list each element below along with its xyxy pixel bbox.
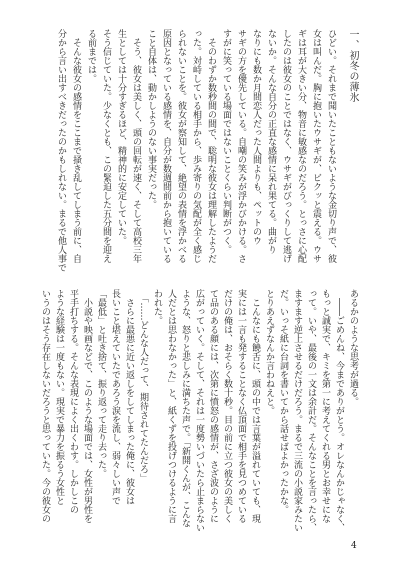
upper-text-block [53, 29, 360, 272]
text-column: て品のある顔には、次第に憤怒の感情が、さざ波のように [208, 289, 218, 523]
text-column: そんな彼女の感情をここまで掻き乱してしまう前に、自 [71, 29, 81, 263]
text-column: ギは耳が大きい分、物音に敏感なのだろう。とっさに心配 [296, 29, 306, 263]
text-column: る前までは。 [86, 29, 96, 83]
text-column: 実には一言も発することなく仏頂面で相手を見つめている [236, 289, 246, 523]
text-column: そう信じていた。少なくとも、この緊迫した五分間を迎え [101, 29, 111, 263]
text-column: 小説や映画などで、このような場面では、女性が男性を [82, 289, 92, 523]
text-column: サギの方を優先している。自嘲の笑みが浮かびかける。さ [236, 29, 246, 263]
text-column: もっと誠実で、キミを第一に考えてくれる男とお幸せにな [320, 289, 330, 523]
text-column: なりにも数か月間恋人だった人間よりも、ペットのウ [251, 29, 261, 245]
text-column: 生としては十分すぎるほど、精神的に安定していた。 [116, 29, 126, 245]
text-column: 「……どんな人だって、期待されてたんだろ」 [138, 289, 148, 483]
text-column: 広がっていく。そして、それは一度勢いづいたら止まらない [194, 289, 204, 532]
text-column: ――ごめんね、今までありがとう。オレなんかじゃなく、 [334, 289, 344, 532]
text-column: われた。 [152, 289, 162, 325]
text-column: 原因となっている感情を、自分が数週間前から抱いている [161, 29, 171, 263]
text-column: って。いや、最後の一文は余計だ。そんなことを言ったら、 [306, 289, 316, 532]
text-column: ような経験は一度もない。現実で暴力を振るう女性と [54, 289, 64, 505]
text-column: だけの俺は、おそらく数十秒。目の前に立つ彼女の美しく [222, 289, 232, 523]
text-column: そのわずか数秒間の間で、聡明な彼女は理解したようだ [206, 29, 216, 263]
text-column: こんなにも饒舌に、頭の中では言葉が溢れていても、現 [250, 289, 260, 523]
lower-text-block [38, 289, 360, 532]
text-column: 分から言い出すべきだったのかもしれない。まるで他人事で [56, 29, 66, 272]
page-number: 4 [351, 541, 357, 551]
text-column: 平手打ちする。そんな表現によく出くわす。しかしこの [68, 289, 78, 514]
text-column: したのは彼女のことではなく、ウサギがびっくりして逃げ [281, 29, 291, 263]
text-column: ような、怒りと悲しみに満ちた声で。「新開くんが、こんな [180, 289, 190, 528]
text-column: さらに最悪に近い返しをしてしまった俺に、彼女は [124, 289, 134, 505]
text-column: ないか。そんな自分の正直な感情に呆れ果てる。曲がり [266, 29, 276, 254]
text-column: った。対峙している相手から、歩み寄りの気配が全く感じ [191, 29, 201, 263]
text-column: とりあえずなんか言わねえと。 [264, 289, 274, 415]
text-column: 「最低」と吐き捨て、振り返って走り去った。 [96, 289, 106, 478]
text-column: そう、彼女は美しく、頭の回転が速く、そして高校三年 [131, 29, 141, 263]
text-column: いうのはそう存在しないだろうと思っていた。今の彼女の [40, 289, 50, 523]
text-column: だ。いっそ紙に台詞を書いてから話せばよかったかな。 [278, 289, 288, 514]
text-column: ますます逆上させるだけだろう。まるで三流の小説家みたい [292, 289, 302, 532]
text-column: すがに笑っている場面ではないことくらい判断がつく。 [221, 29, 231, 254]
text-column: 人だとは思わなかった」と、紙くずを投げつけるように言 [166, 289, 176, 523]
text-column: ひどい。それまで聞いたこともないような金切り声で、彼 [326, 29, 336, 263]
text-column: あるかのような思考が過る。 [348, 289, 358, 406]
text-column: こと自体は、動かしようのない事実だった。 [146, 29, 156, 209]
chapter-heading: 一、初冬の薄氷 [347, 29, 358, 103]
text-column: られないことを。彼女が察知して、絶望の表情を浮かべる [176, 29, 186, 263]
text-column: 長いこと堪えていたであろう涙を流し、弱々しい声で [110, 289, 120, 505]
text-column: 女は叫んだ。胸に抱いたウサギが、ビクッと震える。ウサ [311, 29, 321, 263]
